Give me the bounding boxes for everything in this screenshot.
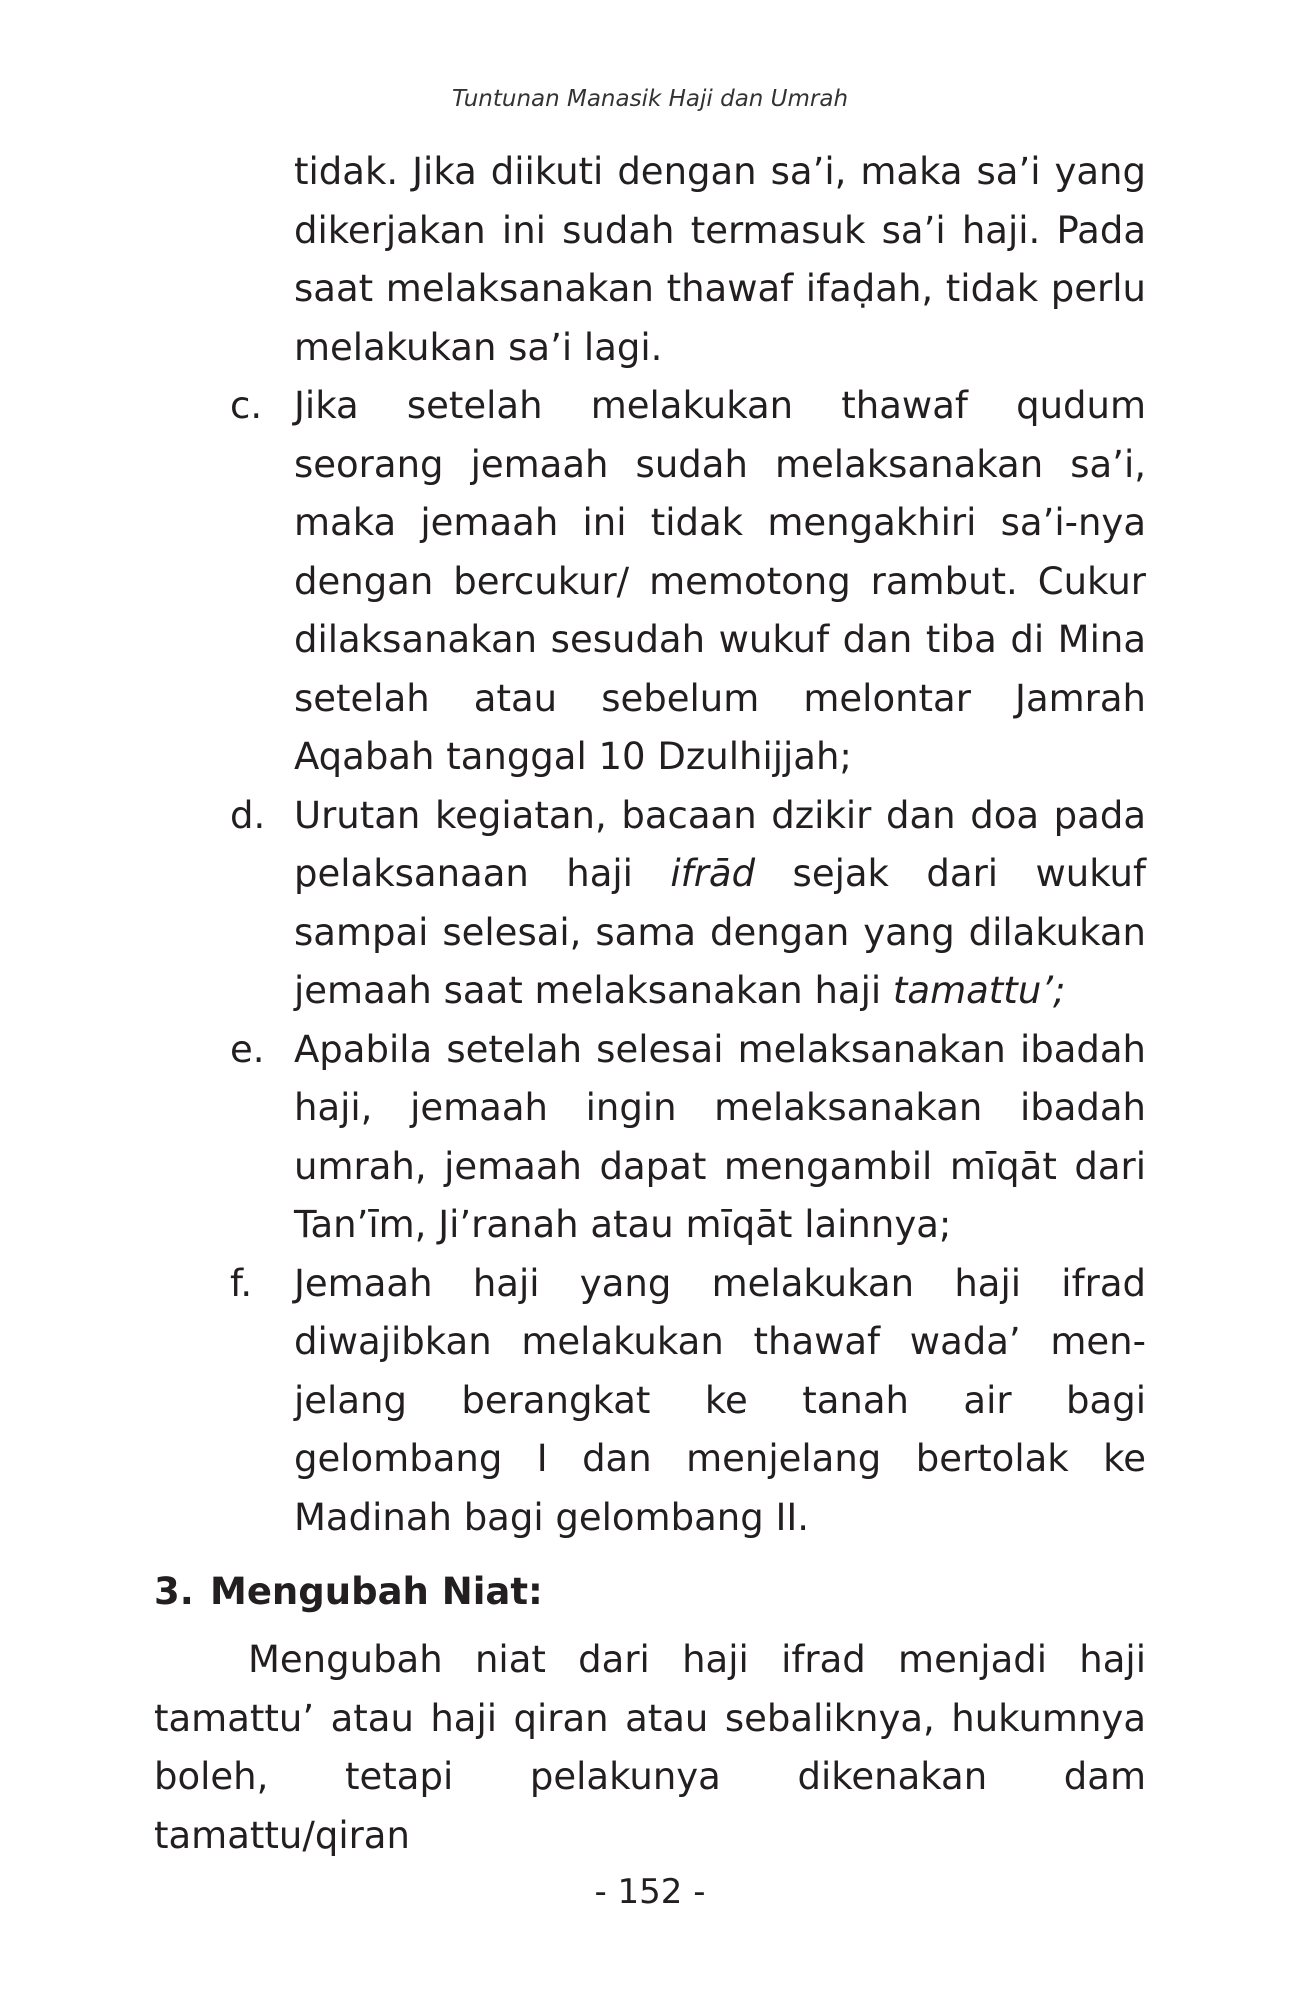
list-marker: e. [230,1027,265,1071]
section-title: Mengubah Niat: [210,1570,543,1613]
section-paragraph: Mengubah niat dari haji ifrad menjadi haji tamattu’ atau haji qiran atau sebaliknya, hukumnya boleh, tetapi pelakunya dikenakan dam tamattu/qiran [154,1638,1146,1857]
list-item-d [0,787,1146,1021]
page-number: - 152 - [594,1872,706,1912]
italic-term: tamattu’; [892,969,1066,1012]
item-list [0,377,1300,1547]
list-text-segment: Urutan kegiatan, bacaan dzikir dan doa pada pelaksanaan haji [294,793,1146,895]
section-number: 3. [154,1570,194,1613]
list-item-text [294,787,1146,1021]
continued-paragraph [294,143,1146,377]
list-text-segment: sejak dari wukuf sampai selesai, sama dengan yang dilakukan jemaah saat melaksanakan haji [294,852,1146,1012]
list-item-text: Apabila setelah selesai melaksanakan ibadah haji, jemaah ingin melaksanakan ibadah umrah, jemaah dapat mengambil mīqāt dari Tan’īm, Ji’ranah atau mīqāt lainnya; [294,1027,1146,1246]
section-heading [154,1563,543,1621]
italic-term: ifrād [670,852,756,895]
list-item-e [0,1021,1146,1255]
list-item-text: Jemaah haji yang melakukan haji ifrad diwajibkan melakukan thawaf wada’ men-jelang berangkat ke tanah air bagi gelombang I dan menjelang bertolak ke Madinah bagi gelombang II. [294,1261,1146,1539]
continued-text: tidak. Jika diikuti dengan sa’i, maka sa’i yang dikerjakan ini sudah termasuk sa’i haji. Pada saat melaksanakan thawaf ifaḍah, tidak perlu melakukan sa’i lagi. [294,150,1146,369]
list-item-c [0,377,1146,787]
list-marker: f. [230,1261,253,1305]
list-item-f [0,1255,1146,1548]
running-header: Tuntunan Manasik Haji dan Umrah [451,86,849,112]
list-marker: c. [230,384,263,427]
list-marker: d. [230,793,266,837]
list-item-text: Jika setelah melakukan thawaf qudum seorang jemaah sudah melaksanakan sa’i, maka jemaah ini tidak mengakhiri sa’i-nya dengan bercukur/ memotong rambut. Cukur dilaksanakan sesudah wukuf dan tiba di Mina setelah atau sebelum melontar Jamrah Aqabah tanggal 10 Dzulhijjah; [294,384,1146,778]
